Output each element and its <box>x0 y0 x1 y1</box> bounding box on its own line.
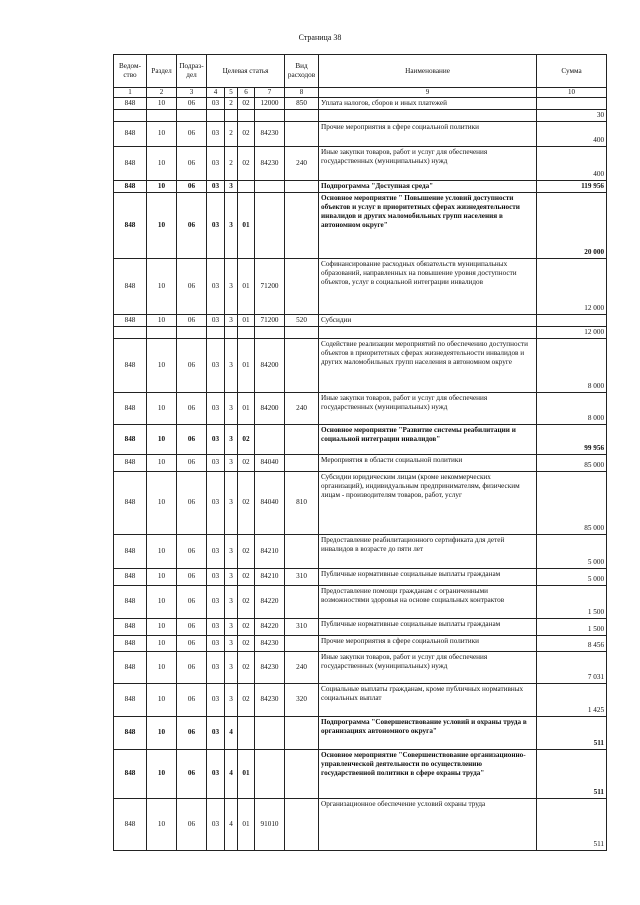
cell-cel-4: 84210 <box>255 534 285 568</box>
cell-podrazdel: 06 <box>177 635 207 651</box>
cell-ved: 848 <box>114 314 147 326</box>
cell-cel-1: 03 <box>207 635 225 651</box>
cell-vid <box>285 716 319 749</box>
cell-razdel: 10 <box>147 635 177 651</box>
cell-sum: 5 000 <box>537 568 607 585</box>
cell-sum: 7 031 <box>537 651 607 683</box>
cell-cel-3: 02 <box>238 568 255 585</box>
cell-vid <box>285 749 319 798</box>
cell-name: Иные закупки товаров, работ и услуг для обеспечения государственных (муниципальных) нужд <box>319 651 537 683</box>
table-row <box>114 651 607 683</box>
cell-cel-3 <box>238 180 255 192</box>
cell-cel-1: 03 <box>207 314 225 326</box>
cell-podrazdel: 06 <box>177 618 207 635</box>
cell-cel-1: 03 <box>207 683 225 716</box>
cell-sum: 1 425 <box>537 683 607 716</box>
cell-cel-2: 4 <box>225 798 238 850</box>
cell-ved: 848 <box>114 716 147 749</box>
cell-podrazdel: 06 <box>177 338 207 392</box>
cell-cel-1: 03 <box>207 568 225 585</box>
cell-cel-1: 03 <box>207 585 225 618</box>
cell-cel-3: 01 <box>238 798 255 850</box>
cell-vid: 850 <box>285 97 319 109</box>
cell-name: Иные закупки товаров, работ и услуг для обеспечения государственных (муниципальных) нужд <box>319 146 537 180</box>
cell-podrazdel: 06 <box>177 568 207 585</box>
cell-sum: 1 500 <box>537 585 607 618</box>
cell-ved: 848 <box>114 635 147 651</box>
cell-cel-2 <box>225 109 238 121</box>
cell-name: Субсидии <box>319 314 537 326</box>
cell-podrazdel: 06 <box>177 97 207 109</box>
table-row <box>114 109 607 121</box>
table-row <box>114 749 607 798</box>
cell-cel-2: 3 <box>225 651 238 683</box>
cell-cel-2: 3 <box>225 683 238 716</box>
cell-podrazdel: 06 <box>177 192 207 258</box>
cell-cel-1: 03 <box>207 798 225 850</box>
cell-ved: 848 <box>114 454 147 471</box>
cell-cel-2: 3 <box>225 568 238 585</box>
cell-razdel: 10 <box>147 97 177 109</box>
cell-ved: 848 <box>114 97 147 109</box>
cell-cel-3: 02 <box>238 618 255 635</box>
col-index: 2 <box>147 88 177 98</box>
cell-vid: 320 <box>285 683 319 716</box>
cell-cel-2: 3 <box>225 424 238 454</box>
cell-cel-2: 3 <box>225 392 238 424</box>
cell-razdel: 10 <box>147 392 177 424</box>
cell-ved: 848 <box>114 121 147 146</box>
cell-cel-3: 01 <box>238 314 255 326</box>
cell-razdel: 10 <box>147 338 177 392</box>
cell-podrazdel: 06 <box>177 424 207 454</box>
cell-name: Мероприятия в области социальной политики <box>319 454 537 471</box>
cell-sum <box>537 97 607 109</box>
column-index-row <box>114 88 607 98</box>
cell-ved: 848 <box>114 683 147 716</box>
cell-cel-4: 84200 <box>255 392 285 424</box>
cell-name: Подпрограмма "Доступная среда" <box>319 180 537 192</box>
col-header-podrazdel: Подраз-дел <box>177 55 207 88</box>
cell-cel-3: 01 <box>238 392 255 424</box>
cell-cel-4: 84040 <box>255 471 285 534</box>
cell-sum: 30 <box>537 109 607 121</box>
cell-cel-4: 84230 <box>255 651 285 683</box>
cell-cel-1 <box>207 326 225 338</box>
table-row <box>114 716 607 749</box>
cell-ved: 848 <box>114 424 147 454</box>
col-header-name: Наименование <box>319 55 537 88</box>
cell-ved: 848 <box>114 749 147 798</box>
cell-sum: 85 000 <box>537 454 607 471</box>
col-index: 1 <box>114 88 147 98</box>
cell-cel-2: 3 <box>225 635 238 651</box>
cell-podrazdel: 06 <box>177 716 207 749</box>
cell-vid: 240 <box>285 392 319 424</box>
cell-podrazdel: 06 <box>177 258 207 314</box>
cell-cel-3: 02 <box>238 424 255 454</box>
cell-cel-1: 03 <box>207 749 225 798</box>
cell-name: Субсидии юридическим лицам (кроме некоммерческих организаций), индивидуальным предпринимателям, физическим лицам - производителям товаров, работ, услуг <box>319 471 537 534</box>
table-row <box>114 392 607 424</box>
budget-table <box>113 54 607 851</box>
cell-cel-3: 02 <box>238 97 255 109</box>
page-number: Страница 38 <box>298 33 342 42</box>
cell-ved: 848 <box>114 471 147 534</box>
cell-razdel: 10 <box>147 534 177 568</box>
cell-sum: 8 000 <box>537 392 607 424</box>
cell-razdel: 10 <box>147 258 177 314</box>
cell-razdel: 10 <box>147 424 177 454</box>
header-row <box>114 55 607 88</box>
cell-razdel: 10 <box>147 749 177 798</box>
cell-cel-3: 01 <box>238 258 255 314</box>
cell-ved <box>114 326 147 338</box>
cell-cel-3: 01 <box>238 338 255 392</box>
cell-cel-4 <box>255 109 285 121</box>
cell-cel-2: 2 <box>225 121 238 146</box>
cell-ved: 848 <box>114 192 147 258</box>
cell-cel-3: 02 <box>238 454 255 471</box>
cell-podrazdel: 06 <box>177 798 207 850</box>
cell-cel-4: 84040 <box>255 454 285 471</box>
cell-cel-4 <box>255 424 285 454</box>
cell-sum: 511 <box>537 749 607 798</box>
cell-cel-3: 02 <box>238 471 255 534</box>
cell-vid <box>285 424 319 454</box>
cell-razdel: 10 <box>147 121 177 146</box>
cell-ved: 848 <box>114 392 147 424</box>
cell-name: Предоставление реабилитационного сертификата для детей инвалидов в возрасте до пяти лет <box>319 534 537 568</box>
cell-cel-2: 3 <box>225 534 238 568</box>
table-row <box>114 326 607 338</box>
cell-podrazdel: 06 <box>177 121 207 146</box>
table-row <box>114 314 607 326</box>
cell-name: Предоставление помощи гражданам с ограниченными возможностями здоровья на основе социальных контрактов <box>319 585 537 618</box>
cell-ved: 848 <box>114 568 147 585</box>
cell-vid <box>285 192 319 258</box>
cell-cel-3: 02 <box>238 635 255 651</box>
cell-cel-2: 4 <box>225 716 238 749</box>
cell-sum: 8 000 <box>537 338 607 392</box>
col-header-razdel: Раздел <box>147 55 177 88</box>
cell-podrazdel: 06 <box>177 534 207 568</box>
cell-cel-2: 3 <box>225 180 238 192</box>
cell-ved: 848 <box>114 338 147 392</box>
table-row <box>114 192 607 258</box>
cell-ved: 848 <box>114 798 147 850</box>
cell-name: Основное мероприятие "Развитие системы реабилитации и социальной интеграции инвалидов" <box>319 424 537 454</box>
cell-cel-3 <box>238 716 255 749</box>
cell-name: Основное мероприятие "Совершенствование организационно-управленческой деятельности по осуществлению государственной политики в сфере охраны труда" <box>319 749 537 798</box>
cell-ved: 848 <box>114 585 147 618</box>
table-row <box>114 121 607 146</box>
cell-vid <box>285 326 319 338</box>
cell-sum: 511 <box>537 716 607 749</box>
table-row <box>114 454 607 471</box>
col-header-ved: Ведом-ство <box>114 55 147 88</box>
cell-cel-4: 84210 <box>255 568 285 585</box>
cell-razdel: 10 <box>147 192 177 258</box>
col-index: 6 <box>238 88 255 98</box>
cell-sum: 12 000 <box>537 258 607 314</box>
cell-vid <box>285 109 319 121</box>
cell-name: Иные закупки товаров, работ и услуг для обеспечения государственных (муниципальных) нужд <box>319 392 537 424</box>
cell-cel-4: 84220 <box>255 618 285 635</box>
cell-cel-2: 2 <box>225 146 238 180</box>
cell-razdel: 10 <box>147 716 177 749</box>
cell-name: Софинансирование расходных обязательств муниципальных образований, направленных на повышение уровня доступности объектов, услуг в социальной интеграции инвалидов <box>319 258 537 314</box>
cell-vid: 310 <box>285 618 319 635</box>
cell-cel-2: 3 <box>225 338 238 392</box>
cell-cel-2 <box>225 326 238 338</box>
cell-cel-3: 02 <box>238 534 255 568</box>
col-index: 7 <box>255 88 285 98</box>
cell-vid <box>285 635 319 651</box>
table-row <box>114 146 607 180</box>
cell-ved: 848 <box>114 146 147 180</box>
cell-cel-4 <box>255 180 285 192</box>
cell-cel-2: 3 <box>225 258 238 314</box>
cell-podrazdel: 06 <box>177 314 207 326</box>
col-header-vid: Вид расходов <box>285 55 319 88</box>
cell-cel-4 <box>255 326 285 338</box>
cell-cel-1: 03 <box>207 651 225 683</box>
cell-name: Основное мероприятие " Повышение условий доступности объектов и услуг в приоритетных сферах жизнедеятельности инвалидов и других маломобильных групп населения в автономном округе" <box>319 192 537 258</box>
cell-cel-3: 02 <box>238 651 255 683</box>
cell-sum: 5 000 <box>537 534 607 568</box>
cell-cel-4 <box>255 192 285 258</box>
cell-cel-4: 91010 <box>255 798 285 850</box>
cell-cel-4: 12000 <box>255 97 285 109</box>
table-row <box>114 180 607 192</box>
cell-razdel: 10 <box>147 683 177 716</box>
cell-podrazdel <box>177 326 207 338</box>
cell-sum <box>537 314 607 326</box>
cell-ved: 848 <box>114 258 147 314</box>
cell-sum: 1 500 <box>537 618 607 635</box>
cell-vid <box>285 534 319 568</box>
cell-cel-4 <box>255 716 285 749</box>
cell-cel-3: 02 <box>238 585 255 618</box>
cell-cel-4: 84230 <box>255 146 285 180</box>
table-row <box>114 635 607 651</box>
table-row <box>114 424 607 454</box>
col-index: 4 <box>207 88 225 98</box>
table-row <box>114 338 607 392</box>
cell-cel-4: 84200 <box>255 338 285 392</box>
cell-ved: 848 <box>114 651 147 683</box>
cell-name: Подпрограмма "Совершенствование условий и охраны труда в организациях автономного округа" <box>319 716 537 749</box>
cell-cel-1: 03 <box>207 716 225 749</box>
cell-razdel: 10 <box>147 454 177 471</box>
cell-cel-2: 3 <box>225 192 238 258</box>
cell-cel-2: 3 <box>225 454 238 471</box>
cell-sum: 511 <box>537 798 607 850</box>
cell-cel-3: 02 <box>238 121 255 146</box>
cell-cel-1: 03 <box>207 338 225 392</box>
table-row <box>114 585 607 618</box>
cell-cel-3 <box>238 109 255 121</box>
cell-razdel <box>147 109 177 121</box>
cell-name: Организационное обеспечение условий охраны труда <box>319 798 537 850</box>
cell-cel-2: 3 <box>225 585 238 618</box>
table-row <box>114 618 607 635</box>
cell-cel-4: 84230 <box>255 683 285 716</box>
cell-razdel: 10 <box>147 471 177 534</box>
cell-name: Публичные нормативные социальные выплаты гражданам <box>319 568 537 585</box>
cell-vid: 240 <box>285 146 319 180</box>
col-index: 3 <box>177 88 207 98</box>
cell-sum: 85 000 <box>537 471 607 534</box>
cell-razdel: 10 <box>147 568 177 585</box>
cell-sum: 8 456 <box>537 635 607 651</box>
cell-ved: 848 <box>114 534 147 568</box>
cell-cel-1: 03 <box>207 180 225 192</box>
col-index: 10 <box>537 88 607 98</box>
cell-cel-2: 3 <box>225 471 238 534</box>
cell-vid <box>285 798 319 850</box>
cell-cel-1: 03 <box>207 146 225 180</box>
cell-podrazdel: 06 <box>177 749 207 798</box>
cell-name <box>319 109 537 121</box>
cell-cel-4: 84230 <box>255 635 285 651</box>
cell-cel-2: 2 <box>225 97 238 109</box>
table-row <box>114 798 607 850</box>
cell-cel-3 <box>238 326 255 338</box>
cell-podrazdel: 06 <box>177 454 207 471</box>
cell-vid: 240 <box>285 651 319 683</box>
cell-cel-4: 71200 <box>255 314 285 326</box>
cell-podrazdel: 06 <box>177 180 207 192</box>
cell-cel-2: 4 <box>225 749 238 798</box>
cell-cel-1: 03 <box>207 192 225 258</box>
cell-vid <box>285 180 319 192</box>
col-header-cel: Целевая статья <box>207 55 285 88</box>
cell-cel-1: 03 <box>207 97 225 109</box>
table-row <box>114 258 607 314</box>
cell-razdel: 10 <box>147 798 177 850</box>
cell-podrazdel: 06 <box>177 683 207 716</box>
cell-cel-3: 01 <box>238 192 255 258</box>
cell-razdel: 10 <box>147 146 177 180</box>
cell-podrazdel <box>177 109 207 121</box>
cell-name <box>319 326 537 338</box>
col-index: 8 <box>285 88 319 98</box>
cell-ved: 848 <box>114 180 147 192</box>
col-index: 9 <box>319 88 537 98</box>
table-row <box>114 97 607 109</box>
cell-cel-4: 84220 <box>255 585 285 618</box>
cell-name: Содействие реализации мероприятий по обеспечению доступности объектов в приоритетных сферах жизнедеятельности инвалидов и других маломобильных групп населения в автономном округе <box>319 338 537 392</box>
cell-sum: 119 956 <box>537 180 607 192</box>
cell-cel-1 <box>207 109 225 121</box>
cell-vid: 310 <box>285 568 319 585</box>
cell-sum: 400 <box>537 121 607 146</box>
cell-cel-2: 3 <box>225 314 238 326</box>
cell-sum: 20 000 <box>537 192 607 258</box>
cell-vid <box>285 338 319 392</box>
cell-cel-4 <box>255 749 285 798</box>
cell-name: Публичные нормативные социальные выплаты гражданам <box>319 618 537 635</box>
col-header-sum: Сумма <box>537 55 607 88</box>
cell-cel-4: 71200 <box>255 258 285 314</box>
cell-vid <box>285 121 319 146</box>
cell-cel-4: 84230 <box>255 121 285 146</box>
cell-podrazdel: 06 <box>177 146 207 180</box>
cell-podrazdel: 06 <box>177 585 207 618</box>
cell-cel-1: 03 <box>207 424 225 454</box>
cell-ved <box>114 109 147 121</box>
table-row <box>114 471 607 534</box>
col-index: 5 <box>225 88 238 98</box>
cell-cel-3: 02 <box>238 683 255 716</box>
cell-razdel <box>147 326 177 338</box>
cell-vid: 520 <box>285 314 319 326</box>
cell-cel-2: 3 <box>225 618 238 635</box>
cell-name: Социальные выплаты гражданам, кроме публичных нормативных социальных выплат <box>319 683 537 716</box>
cell-podrazdel: 06 <box>177 651 207 683</box>
cell-podrazdel: 06 <box>177 392 207 424</box>
table-row <box>114 683 607 716</box>
cell-razdel: 10 <box>147 618 177 635</box>
cell-cel-3: 01 <box>238 749 255 798</box>
cell-vid <box>285 258 319 314</box>
cell-cel-1: 03 <box>207 121 225 146</box>
cell-cel-1: 03 <box>207 258 225 314</box>
cell-razdel: 10 <box>147 314 177 326</box>
table-row <box>114 568 607 585</box>
table-row <box>114 534 607 568</box>
cell-razdel: 10 <box>147 651 177 683</box>
cell-cel-1: 03 <box>207 454 225 471</box>
cell-razdel: 10 <box>147 180 177 192</box>
cell-razdel: 10 <box>147 585 177 618</box>
cell-name: Прочие мероприятия в сфере социальной политики <box>319 121 537 146</box>
cell-name: Прочие мероприятия в сфере социальной политики <box>319 635 537 651</box>
cell-ved: 848 <box>114 618 147 635</box>
cell-sum: 400 <box>537 146 607 180</box>
cell-cel-1: 03 <box>207 534 225 568</box>
cell-cel-3: 02 <box>238 146 255 180</box>
cell-sum: 99 956 <box>537 424 607 454</box>
cell-cel-1: 03 <box>207 618 225 635</box>
cell-cel-1: 03 <box>207 392 225 424</box>
cell-vid <box>285 585 319 618</box>
cell-cel-1: 03 <box>207 471 225 534</box>
cell-sum: 12 000 <box>537 326 607 338</box>
cell-vid: 810 <box>285 471 319 534</box>
cell-podrazdel: 06 <box>177 471 207 534</box>
cell-vid <box>285 454 319 471</box>
cell-name: Уплата налогов, сборов и иных платежей <box>319 97 537 109</box>
